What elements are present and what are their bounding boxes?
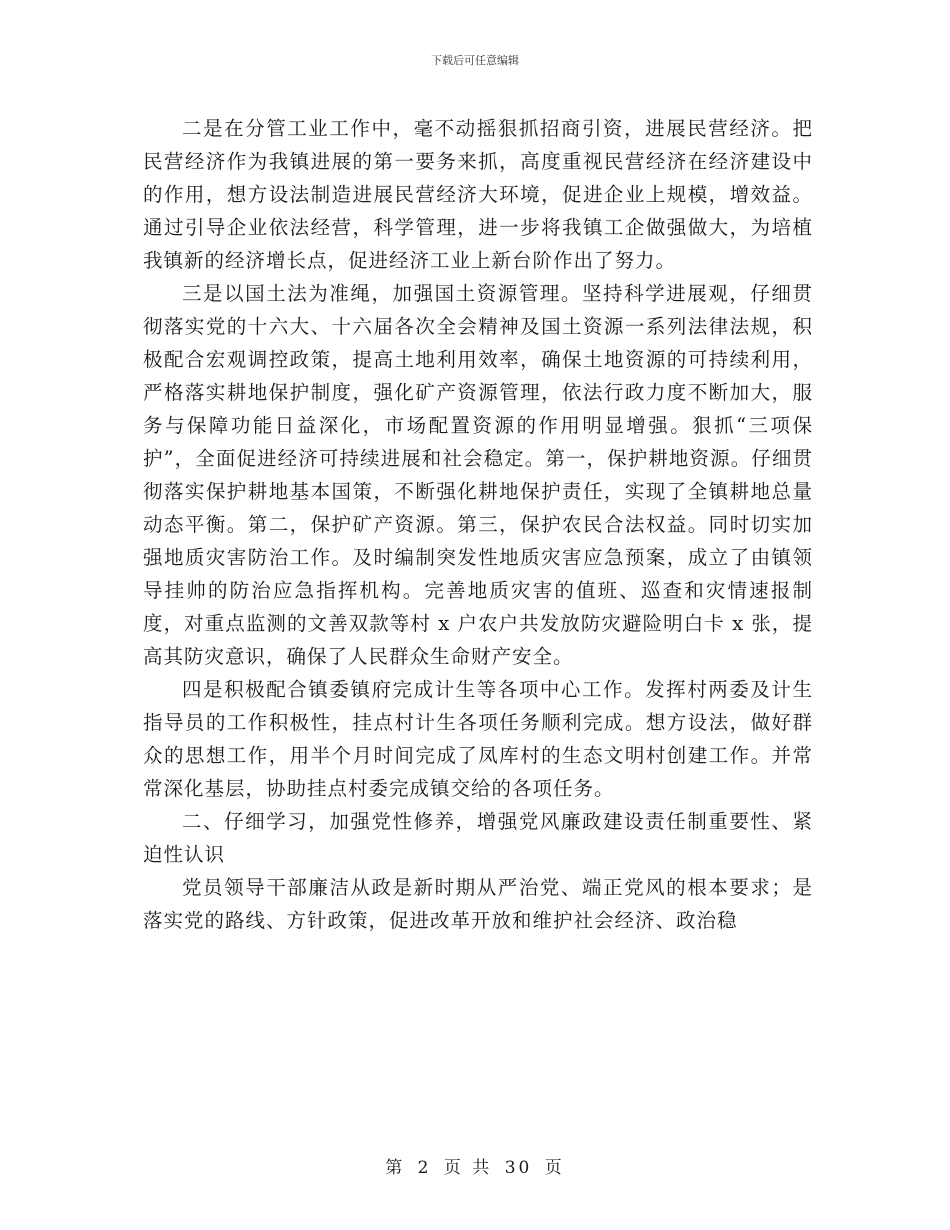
document-body: [143, 112, 813, 937]
page-footer: [0, 1153, 950, 1178]
paragraph: 党员领导干部廉洁从政是新时期从严治党、端正党风的根本要求；是落实党的路线、方针政策，促进改革开放和维护社会经济、政治稳: [143, 876, 813, 932]
paragraph: 四是积极配合镇委镇府完成计生等各项中心工作。发挥村两委及计生指导员的工作积极性，挂点村计生各项任务顺利完成。想方设法，做好群众的思想工作，用半个月时间完成了凤库村的生态文明村创建工作。并常常深化基层，协助挂点村委完成镇交给的各项任务。: [143, 678, 813, 800]
current-page-number: 2: [417, 1158, 432, 1178]
footer-middle: 页 共: [443, 1158, 493, 1178]
paragraph: 二是在分管工业工作中，毫不动摇狠抓招商引资，进展民营经济。把民营经济作为我镇进展的第一要务来抓，高度重视民营经济在经济建设中的作用，想方设法制造进展民营经济大环境，促进企业上规模，增效益。通过引导企业依法经营，科学管理，进一步将我镇工企做强做大，为培植我镇新的经济增长点，促进经济工业上新台阶作出了努力。: [143, 117, 813, 272]
total-page-count: 30: [504, 1158, 533, 1178]
paragraph: 三是以国土法为准绳，加强国土资源管理。坚持科学进展观，仔细贯彻落实党的十六大、十六届各次全会精神及国土资源一系列法律法规，积极配合宏观调控政策，提高土地利用效率，确保土地资源的可持续利用，严格落实耕地保护制度，强化矿产资源管理，依法行政力度不断加大，服务与保障功能日益深化，市场配置资源的作用明显增强。狠抓“三项保护”，全面促进经济可持续进展和社会稳定。第一，保护耕地资源。仔细贯彻落实保护耕地基本国策，不断强化耕地保护责任，实现了全镇耕地总量动态平衡。第二，保护矿产资源。第三，保护农民合法权益。同时切实加强地质灾害防治工作。及时编制突发性地质灾害应急预案，成立了由镇领导挂帅的防治应急指挥机构。完善地质灾害的值班、巡查和灾情速报制度，对重点监测的文善双款等村 x 户农户共发放防灾避险明白卡 x 张，提高其防灾意识，确保了人民群众生命财产安全。: [143, 282, 813, 668]
section-heading: 二、仔细学习，加强党性修养，增强党风廉政建设责任制重要性、紧迫性认识: [143, 810, 813, 866]
page-header: 下载后可任意编辑: [431, 54, 519, 67]
footer-suffix: 页: [544, 1158, 565, 1178]
footer-prefix: 第: [385, 1158, 406, 1178]
